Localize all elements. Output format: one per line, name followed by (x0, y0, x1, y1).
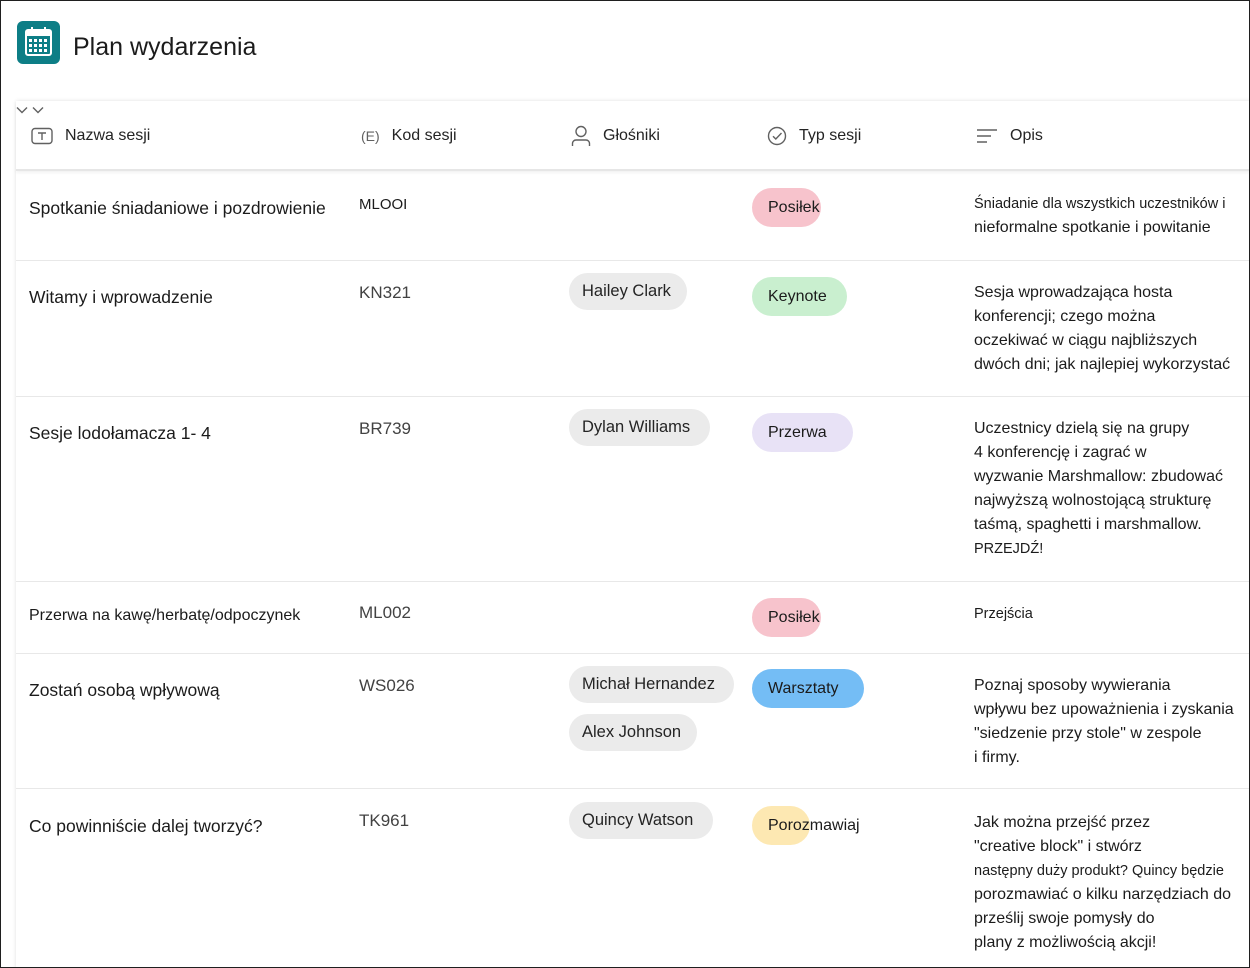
session-description: Uczestnicy dzielą się na grupy 4 konferencję i zagrać w wyzwanie Marshmallow: zbudować najwyższą wolnostojącą strukturę taśmą, spaghetti i marshmallow. PRZEJDŹ! (974, 420, 1223, 557)
column-header-type-label: Typ sesji (799, 127, 862, 144)
session-type-badge[interactable]: Keynote (752, 277, 847, 316)
app-header (1, 1, 1250, 101)
session-description: Poznaj sposoby wywierania wpływu bez upoważnienia i zyskania "siedzenie przy stole" w zespole i firmy. (974, 677, 1234, 766)
table-row[interactable] (16, 654, 1250, 789)
table-row[interactable] (16, 171, 1250, 261)
speaker-chip[interactable]: Alex Johnson (569, 714, 697, 751)
speaker-chip[interactable]: Quincy Watson (569, 802, 713, 839)
table-row[interactable] (16, 397, 1250, 582)
session-name: Co powinniście dalej tworzyć? (29, 816, 263, 836)
session-code: WS026 (359, 676, 415, 695)
column-header-code-label: Kod sesji (391, 127, 457, 144)
speaker-chip[interactable]: Michał Hernandez (569, 666, 734, 703)
session-description: Sesja wprowadzająca hosta konferencji; czego można oczekiwać w ciągu najbliższych dwóch dni; jak najlepiej wykorzystać (974, 284, 1231, 373)
session-name: Witamy i wprowadzenie (29, 287, 213, 307)
code-field-icon: (E) (361, 128, 380, 144)
lines-icon (976, 128, 998, 144)
session-code: KN321 (359, 283, 411, 302)
session-type-badge[interactable]: Posiłek (752, 188, 821, 227)
speaker-chip[interactable]: Dylan Williams (569, 409, 710, 446)
session-type-badge[interactable]: Przerwa (752, 413, 853, 452)
session-code: BR739 (359, 419, 411, 438)
session-name: Sesje lodołamacza 1- 4 (29, 423, 211, 443)
page-title: Plan wydarzenia (73, 33, 257, 61)
person-icon (571, 125, 591, 147)
speaker-chip[interactable]: Hailey Clark (569, 273, 687, 310)
column-header-speakers[interactable] (571, 101, 660, 171)
column-header-name-label: Nazwa sesji (65, 127, 151, 144)
session-name: Zostań osobą wpływową (29, 680, 220, 700)
column-header-description[interactable] (976, 101, 1043, 171)
text-field-icon (31, 127, 53, 145)
session-code: ML002 (359, 603, 411, 622)
sessions-grid (16, 101, 1250, 968)
session-name: Przerwa na kawę/herbatę/odpoczynek (29, 607, 301, 624)
column-header-speakers-label: Głośniki (603, 127, 660, 144)
session-code: TK961 (359, 811, 410, 830)
session-type-badge[interactable]: Warsztaty (752, 669, 864, 708)
table-row[interactable] (16, 789, 1250, 968)
session-description: Jak można przejść przez "creative block" i stwórz następny duży produkt? Quincy będzie porozmawiać o kilku narzędziach do prześlij swoje pomysły do plany z możliwością akcji! (974, 814, 1232, 951)
table-row[interactable] (16, 582, 1250, 654)
session-description: Przejścia (974, 606, 1033, 622)
session-name: Spotkanie śniadaniowe i pozdrowienie (29, 198, 326, 218)
chevron-down-icon[interactable] (16, 101, 32, 118)
column-header-description-label: Opis (1010, 127, 1043, 144)
session-type-badge[interactable]: Porozmawiaj (752, 806, 810, 845)
check-circle-icon (767, 126, 787, 146)
table-row[interactable] (16, 261, 1250, 397)
column-header-code[interactable] (361, 101, 457, 171)
session-code: MLOOI (359, 196, 408, 213)
column-header-type[interactable] (767, 101, 861, 171)
calendar-icon (17, 21, 60, 64)
column-header-row (16, 101, 1250, 171)
session-description: Śniadanie dla wszystkich uczestników i nieformalne spotkanie i powitanie (974, 196, 1226, 236)
session-type-badge[interactable]: Posiłek (752, 598, 821, 637)
column-header-name[interactable] (31, 101, 150, 171)
